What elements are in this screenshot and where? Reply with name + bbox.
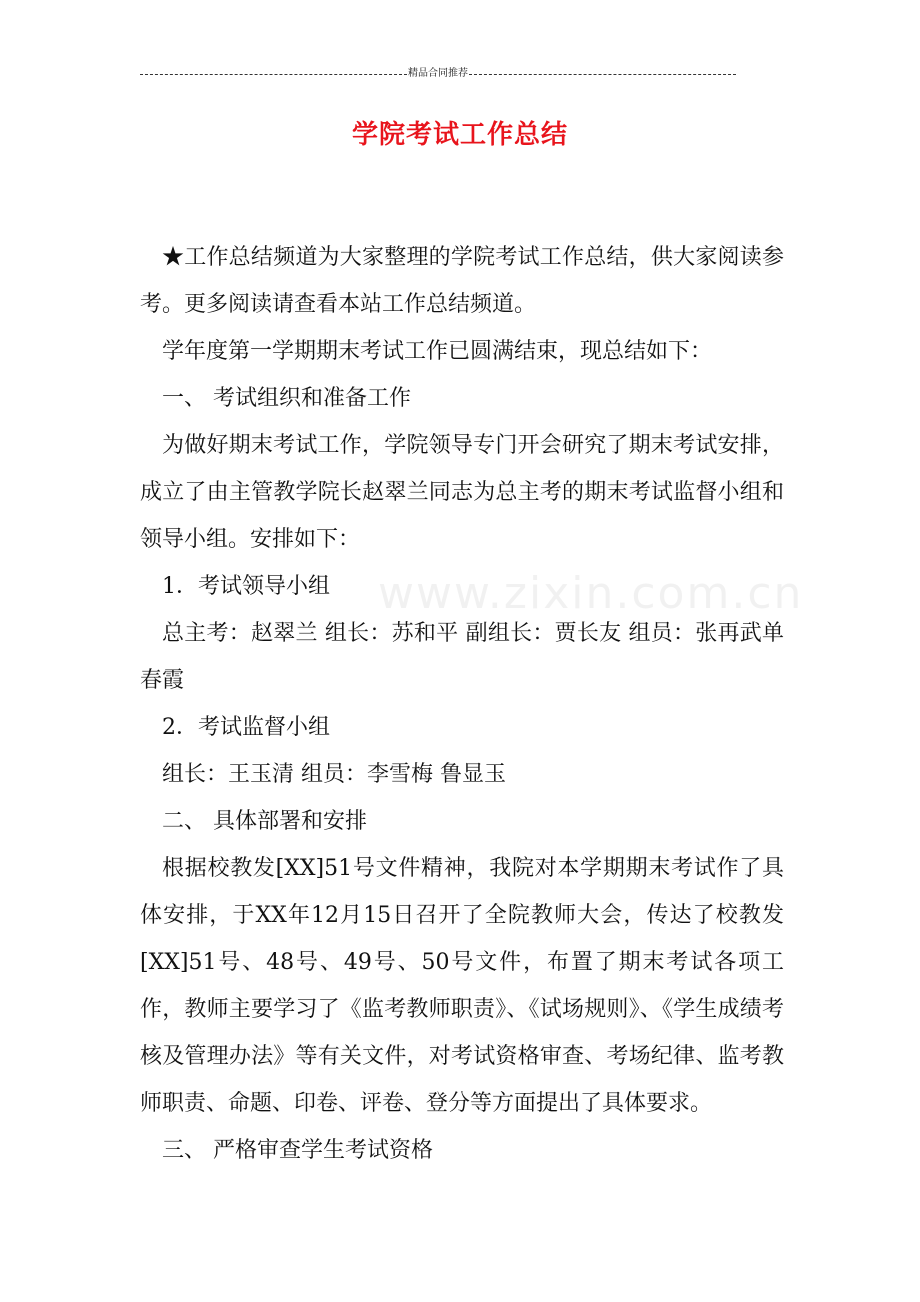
subsection-heading-2: 2．考试监督小组 [162,715,330,740]
section-heading-2: 二、 具体部署和安排 [162,809,367,834]
intro-paragraph: ★工作总结频道为大家整理的学院考试工作总结，供大家阅读参考。更多阅读请查看本站工作总结频道。 [140,245,784,317]
section-heading-1: 一、 考试组织和准备工作 [162,386,411,411]
body-paragraph: 总主考：赵翠兰 组长：苏和平 副组长：贾长友 组员：张再武单春霞 [140,621,784,693]
watermark: www.zixin.com.cn [378,568,804,619]
header-dashes-left [140,74,407,75]
body-paragraph: 为做好期末考试工作，学院领导专门开会研究了期末考试安排，成立了由主管教学院长赵翠兰同志为总主考的期末考试监督小组和领导小组。安排如下： [140,433,784,552]
body-paragraph: 根据校教发[XX]51号文件精神，我院对本学期期末考试作了具体安排，于XX年12月15日召开了全院教师大会，传达了校教发[XX]51号、48号、49号、50号文件，布置了期末考试各项工作，教师主要学习了《监考教师职责》、《试场规则》、《学生成绩考核及管理办法》等有关文件，对考试资格审查、考场纪律、监考教师职责、命题、印卷、评卷、登分等方面提出了具体要求。 [140,856,784,1116]
body-paragraph: 组长：王玉清 组员：李雪梅 鲁显玉 [162,762,506,787]
document-title: 学院考试工作总结 [351,120,568,150]
page-header [140,66,736,82]
section-heading-3: 三、 严格审查学生考试资格 [162,1138,433,1163]
document-body [140,234,784,1174]
subsection-heading-1: 1．考试领导小组 [162,574,330,599]
summary-paragraph: 学年度第一学期期末考试工作已圆满结束，现总结如下： [162,339,713,364]
header-label: 精品合同推荐 [408,68,468,79]
header-dashes-right [469,74,736,75]
